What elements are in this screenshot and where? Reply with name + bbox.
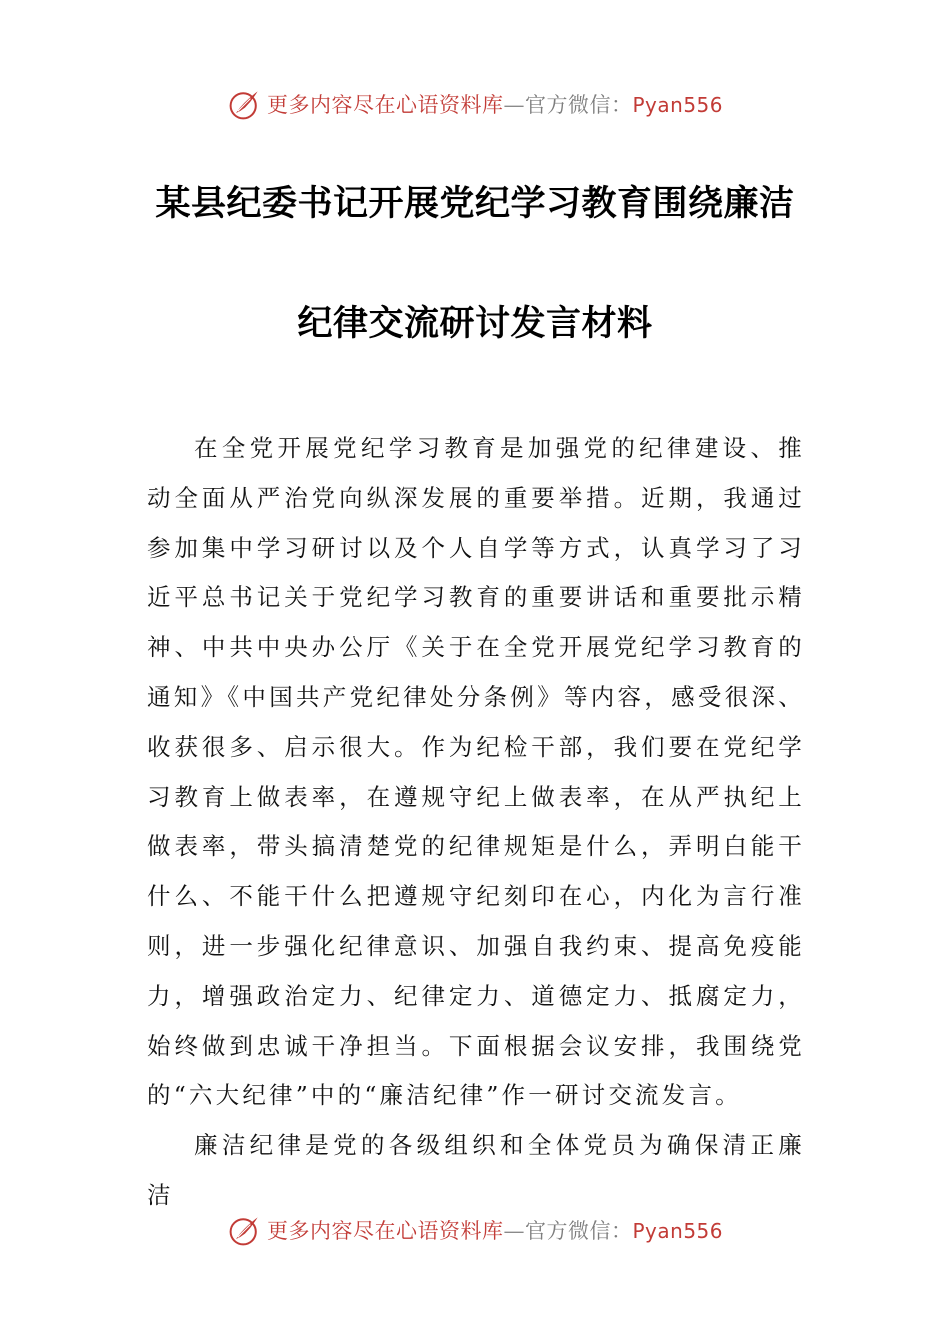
document-body — [147, 424, 805, 1221]
quill-pen-logo-icon — [227, 86, 263, 122]
quill-pen-logo-icon — [227, 1212, 263, 1248]
watermark-banner-bottom — [0, 1210, 950, 1250]
watermark-label: 官方微信： — [524, 93, 633, 117]
document-title-line-1: 某县纪委书记开展党纪学习教育围绕廉洁 — [155, 184, 795, 224]
watermark-main-text: 更多内容尽在心语资料库 — [266, 1219, 504, 1243]
watermark-wechat-id: Pyan556 — [632, 1219, 723, 1243]
body-paragraph-2: 廉洁纪律是党的各级组织和全体党员为确保清正廉洁 — [147, 1131, 805, 1209]
watermark-label: 官方微信： — [524, 1219, 633, 1243]
watermark-text — [267, 1215, 723, 1245]
body-paragraph-1: 在全党开展党纪学习教育是加强党的纪律建设、推动全面从严治党向纵深发展的重要举措。近期，我通过参加集中学习研讨以及个人自学等方式，认真学习了习近平总书记关于党纪学习教育的重要讲话和重要批示精神、中共中央办公厅《关于在全党开展党纪学习教育的通知》《中国共产党纪律处分条例》等内容，感受很深、收获很多、启示很大。作为纪检干部，我们要在党纪学习教育上做表率，在遵规守纪上做表率，在从严执纪上做表率，带头搞清楚党的纪律规矩是什么，弄明白能干什么、不能干什么把遵规守纪刻印在心，内化为言行准则，进一步强化纪律意识、加强自我约束、提高免疫能力，增强政治定力、纪律定力、道德定力、抵腐定力，始终做到忠诚干净担当。下面根据会议安排，我围绕党的“六大纪律”中的“廉洁纪律”作一研讨交流发言。 — [147, 434, 805, 1110]
document-title-line-2: 纪律交流研讨发言材料 — [297, 304, 653, 344]
watermark-separator: — — [503, 93, 525, 117]
watermark-main-text: 更多内容尽在心语资料库 — [266, 93, 504, 117]
watermark-separator: — — [503, 1219, 525, 1243]
watermark-text — [267, 89, 723, 119]
watermark-banner-top — [0, 84, 950, 124]
watermark-wechat-id: Pyan556 — [632, 93, 723, 117]
